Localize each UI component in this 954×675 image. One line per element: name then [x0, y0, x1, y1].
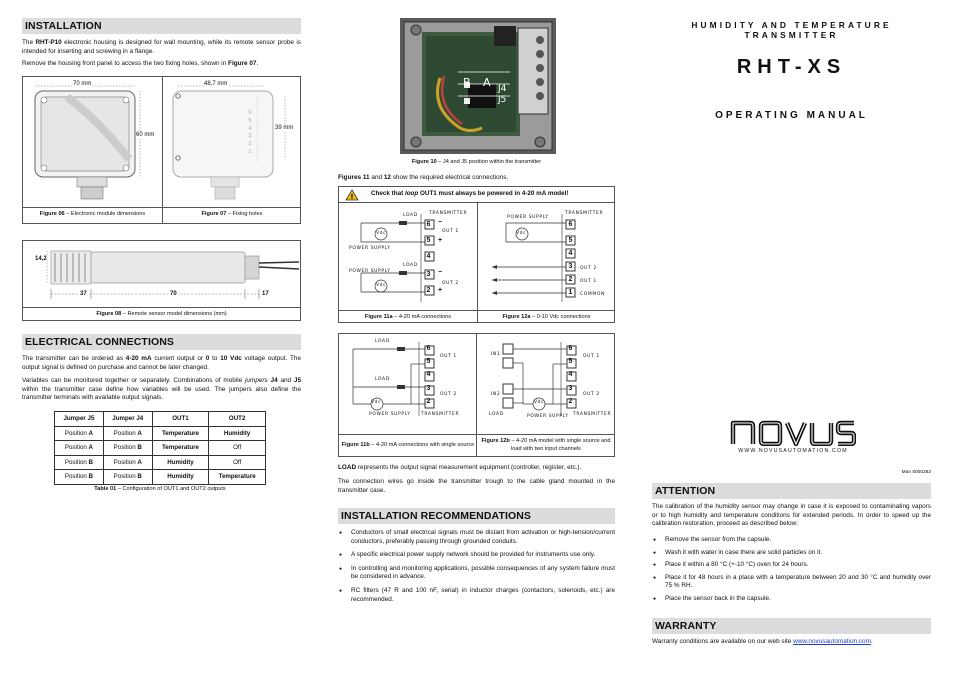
jumper-config-table: [54, 411, 266, 485]
table-cell: Temperature: [152, 441, 209, 456]
vdc-label: Vdc: [516, 231, 527, 236]
warranty-text: Warranty conditions are available on our web site www.novusautomation.com.: [652, 638, 873, 645]
table-cell: Humidity: [152, 455, 209, 470]
table-header: Jumper J4: [103, 412, 152, 427]
terminal-5: 5: [568, 237, 573, 244]
module-width-dim: 70 mm: [73, 81, 92, 87]
caption-divider: [23, 207, 300, 208]
figure-07-caption: Figure 07 – Fixing holes: [201, 211, 263, 217]
figure-divider: [476, 334, 477, 456]
list-item: ● In controlling and monitoring applications, possible consequences of any system failure must be considered in advance.: [338, 565, 615, 582]
svg-text:!: !: [350, 193, 354, 201]
wires-note: The connection wires go inside the transmitter trough to the cable gland mounted in the transmitter case.: [338, 478, 615, 494]
transmitter-label: TRANSMITTER: [573, 412, 612, 417]
terminal-2: 2: [568, 276, 573, 283]
figure-12b-caption: Figure 12b – 4-20 mA model with single source and load with two input channels: [481, 438, 611, 452]
terminal-5: 5: [426, 237, 431, 244]
terminal-5: 5: [568, 358, 573, 365]
terminal-6: 6: [426, 221, 431, 228]
jumper-label-j4: J4: [498, 84, 507, 94]
table-cell: Position B: [55, 455, 104, 470]
figure-11b-12b-box: [338, 333, 615, 457]
table-cell: Position A: [55, 441, 104, 456]
minus-sign: −: [438, 269, 443, 276]
in1-label: IN1: [491, 352, 501, 357]
terminal-4: 4: [568, 250, 573, 257]
list-item: ● Place it for 48 hours in a place with a temperature between 20 and 30 °C and humidity over 75 % RH.: [652, 574, 931, 591]
figure-08-box: [22, 240, 301, 321]
sensor-length-2: 70: [170, 291, 177, 297]
list-item: ● Remove the sensor from the capsule.: [652, 536, 931, 545]
cover-title: RHT-XS: [736, 56, 847, 78]
power-supply-label: POWER SUPPLY: [349, 246, 391, 251]
table-row: [55, 470, 266, 485]
sensor-length-3: 17: [262, 291, 269, 297]
fixing-holes-drawing: [167, 79, 299, 205]
document-code: Man 5000282: [901, 470, 931, 475]
terminal-5: 5: [426, 358, 431, 365]
warning-icon: [345, 189, 359, 201]
table-cell: Temperature: [152, 426, 209, 441]
vdc-label: Vdc: [534, 400, 545, 405]
table-01-caption: Table 01 – Configuration of OUT1 and OUT2 outputs: [94, 486, 226, 492]
electrical-paragraph-2: Variables can be monitored together or separately. Combinations of mobile jumpers J4 and J5 within the transmitter case define how variables will be used. The jumpers also define the transmitter terminals with available output signals.: [22, 377, 302, 402]
terminal-3: 3: [568, 263, 573, 270]
vdc-label: Vdc: [376, 231, 387, 236]
schematic-11b: [341, 336, 474, 432]
table-cell: Position B: [103, 441, 152, 456]
terminal-3: 3: [426, 271, 431, 278]
common-label: COMMON: [580, 292, 605, 297]
figures-intro: Figures 11 and 12 show the required electrical connections.: [338, 174, 509, 181]
list-item: ● Wash it with water in case there are solid particles on it.: [652, 549, 931, 558]
figure-06-07-box: [22, 76, 301, 224]
figure-10-caption: Figure 10 – J4 and J5 position within the transmitter: [411, 159, 542, 165]
caption-divider: [23, 307, 300, 308]
load-label: LOAD: [403, 263, 418, 268]
out1-label: OUT 1: [583, 354, 600, 359]
attention-paragraph: The calibration of the humidity sensor may change in case it is exposed to contaminating vapors or to high humidity and temperature conditions for extended periods. In order to speed up the calibration restoration, proceed as described below:: [652, 503, 931, 528]
load-note: LOAD represents the output signal measurement equipment (controller, register, etc.).: [338, 464, 582, 471]
warranty-link[interactable]: www.novusautomation.com: [793, 638, 871, 645]
table-row: [55, 426, 266, 441]
load-label: LOAD: [375, 377, 390, 382]
table-cell: Off: [209, 455, 266, 470]
table-header-row: [55, 412, 266, 427]
terminal-2: 2: [568, 398, 573, 405]
holes-width-dim: 48,7 mm: [204, 81, 228, 87]
recommendations-heading: INSTALLATION RECOMMENDATIONS: [338, 508, 615, 524]
plus-sign: +: [438, 287, 443, 294]
electronic-module-drawing: [27, 79, 159, 205]
brand-url: WWW.NOVUSAUTOMATION.COM: [738, 448, 848, 454]
vdc-label: Vdc: [371, 400, 382, 405]
power-supply-label: POWER SUPPLY: [527, 414, 569, 419]
load-label: LOAD: [403, 213, 418, 218]
recommendations-list: [338, 529, 615, 604]
table-cell: Humidity: [152, 470, 209, 485]
electrical-paragraph-1: The transmitter can be ordered as 4-20 mA current output or 0 to 10 Vdc voltage output. The output signal is defined on purchase and cannot be later changed.: [22, 355, 302, 371]
minus-sign: −: [438, 219, 443, 226]
figure-divider: [162, 77, 163, 223]
novus-logo: [730, 418, 856, 452]
figure-11a-caption: Figure 11a – 4-20 mA connections: [364, 314, 452, 320]
list-item: ● RC filters (47 R and 100 nF, serial) in inductor charges (contactors, solenoids, etc.) are recommended.: [338, 587, 615, 604]
terminal-numbers: 6 5 4 3 2 1: [248, 110, 252, 155]
terminal-6: 6: [568, 221, 573, 228]
attention-heading: ATTENTION: [652, 483, 931, 499]
power-supply-label: POWER SUPPLY: [507, 215, 549, 220]
terminal-6: 6: [426, 345, 431, 352]
list-item: ● A specific electrical power supply network should be provided for instruments use only.: [338, 551, 615, 560]
caption-divider: [339, 310, 614, 311]
table-header: Jumper J5: [55, 412, 104, 427]
holes-height-dim: 39 mm: [275, 125, 294, 131]
table-row: [55, 441, 266, 456]
out1-label: OUT 1: [442, 229, 459, 234]
installation-heading: INSTALLATION: [22, 18, 301, 34]
vdc-label: Vdc: [376, 283, 387, 288]
table-cell: Position A: [103, 455, 152, 470]
terminal-3: 3: [426, 385, 431, 392]
jumper-label-a: A: [483, 76, 491, 89]
terminal-3: 3: [568, 385, 573, 392]
power-supply-label: POWER SUPPLY: [369, 412, 411, 417]
power-supply-label: POWER SUPPLY: [349, 269, 391, 274]
figure-12a-caption: Figure 12a – 0-10 Vdc connections: [502, 314, 591, 320]
table-cell: Position B: [55, 470, 104, 485]
brand-text: novus: [730, 418, 733, 419]
table-header: OUT1: [152, 412, 209, 427]
figure-11b-caption: Figure 11b – 4-20 mA connections with single source: [341, 442, 475, 448]
sensor-diameter-dim: 14,2: [35, 256, 47, 262]
terminal-4: 4: [426, 253, 431, 260]
electrical-heading: ELECTRICAL CONNECTIONS: [22, 334, 301, 350]
table-row: [55, 455, 266, 470]
terminal-6: 6: [568, 345, 573, 352]
load-label: LOAD: [375, 339, 390, 344]
module-height-dim: 60 mm: [136, 132, 155, 138]
installation-paragraph-2: Remove the housing front panel to access the two fixing holes, shown in Figure 07.: [22, 60, 259, 67]
caption-divider: [339, 434, 614, 435]
list-item: ● Place the sensor back in the capsule.: [652, 595, 931, 604]
jumper-position-photo: [400, 18, 556, 154]
out2-label: OUT 2: [583, 392, 600, 397]
schematic-11a: [341, 204, 475, 308]
table-cell: Off: [209, 441, 266, 456]
out1-label: OUT 1: [580, 279, 597, 284]
table-header: OUT2: [209, 412, 266, 427]
terminal-4: 4: [426, 371, 431, 378]
terminal-4: 4: [568, 371, 573, 378]
warning-text: Check that loop OUT1 must always be powered in 4-20 mA model!: [371, 190, 569, 197]
terminal-2: 2: [426, 287, 431, 294]
installation-paragraph-1: The RHT-P10 electronic housing is designed for wall mounting, while its remote sensor probe is intended for inserting and screwing in a flange.: [22, 39, 301, 55]
out2-label: OUT 2: [580, 266, 597, 271]
table-cell: Humidity: [209, 426, 266, 441]
table-cell: Position B: [103, 470, 152, 485]
transmitter-label: TRANSMITTER: [429, 211, 468, 216]
remote-sensor-drawing: [25, 243, 299, 305]
attention-steps: [652, 536, 931, 604]
novus-logo-mark: [730, 418, 856, 446]
terminal-1: 1: [568, 289, 573, 296]
table-cell: Position A: [55, 426, 104, 441]
jumper-label-j5: J5: [498, 95, 507, 105]
figure-08-caption: Figure 08 – Remote sensor model dimensions (mm): [96, 311, 227, 317]
table-cell: Position A: [103, 426, 152, 441]
plus-sign: +: [438, 237, 443, 244]
out2-label: OUT 2: [440, 392, 457, 397]
jumper-label-b: B: [463, 76, 471, 89]
transmitter-label: TRANSMITTER: [565, 211, 604, 216]
figure-divider: [477, 202, 478, 322]
terminal-2: 2: [426, 398, 431, 405]
sensor-length-1: 37: [80, 291, 87, 297]
warranty-heading: WARRANTY: [652, 618, 931, 634]
cover-manual: OPERATING MANUAL: [715, 110, 868, 121]
out2-label: OUT 2: [442, 281, 459, 286]
table-cell: Temperature: [209, 470, 266, 485]
cover-subtitle: HUMIDITY AND TEMPERATURE TRANSMITTER: [691, 20, 892, 40]
transmitter-label: TRANSMITTER: [421, 412, 460, 417]
figure-11a-12a-box: [338, 186, 615, 323]
list-item: ● Place it within a 80 °C (+-10 °C) oven for 24 hours.: [652, 561, 931, 570]
list-item: ● Conductors of small electrical signals must be distant from activation or high-tension/current conductors, preferably passing through grounded conduits.: [338, 529, 615, 546]
out1-label: OUT 1: [440, 354, 457, 359]
load-label: LOAD: [489, 412, 504, 417]
in2-label: IN2: [491, 392, 501, 397]
figure-06-caption: Figure 06 – Electronic module dimensions: [39, 211, 146, 217]
